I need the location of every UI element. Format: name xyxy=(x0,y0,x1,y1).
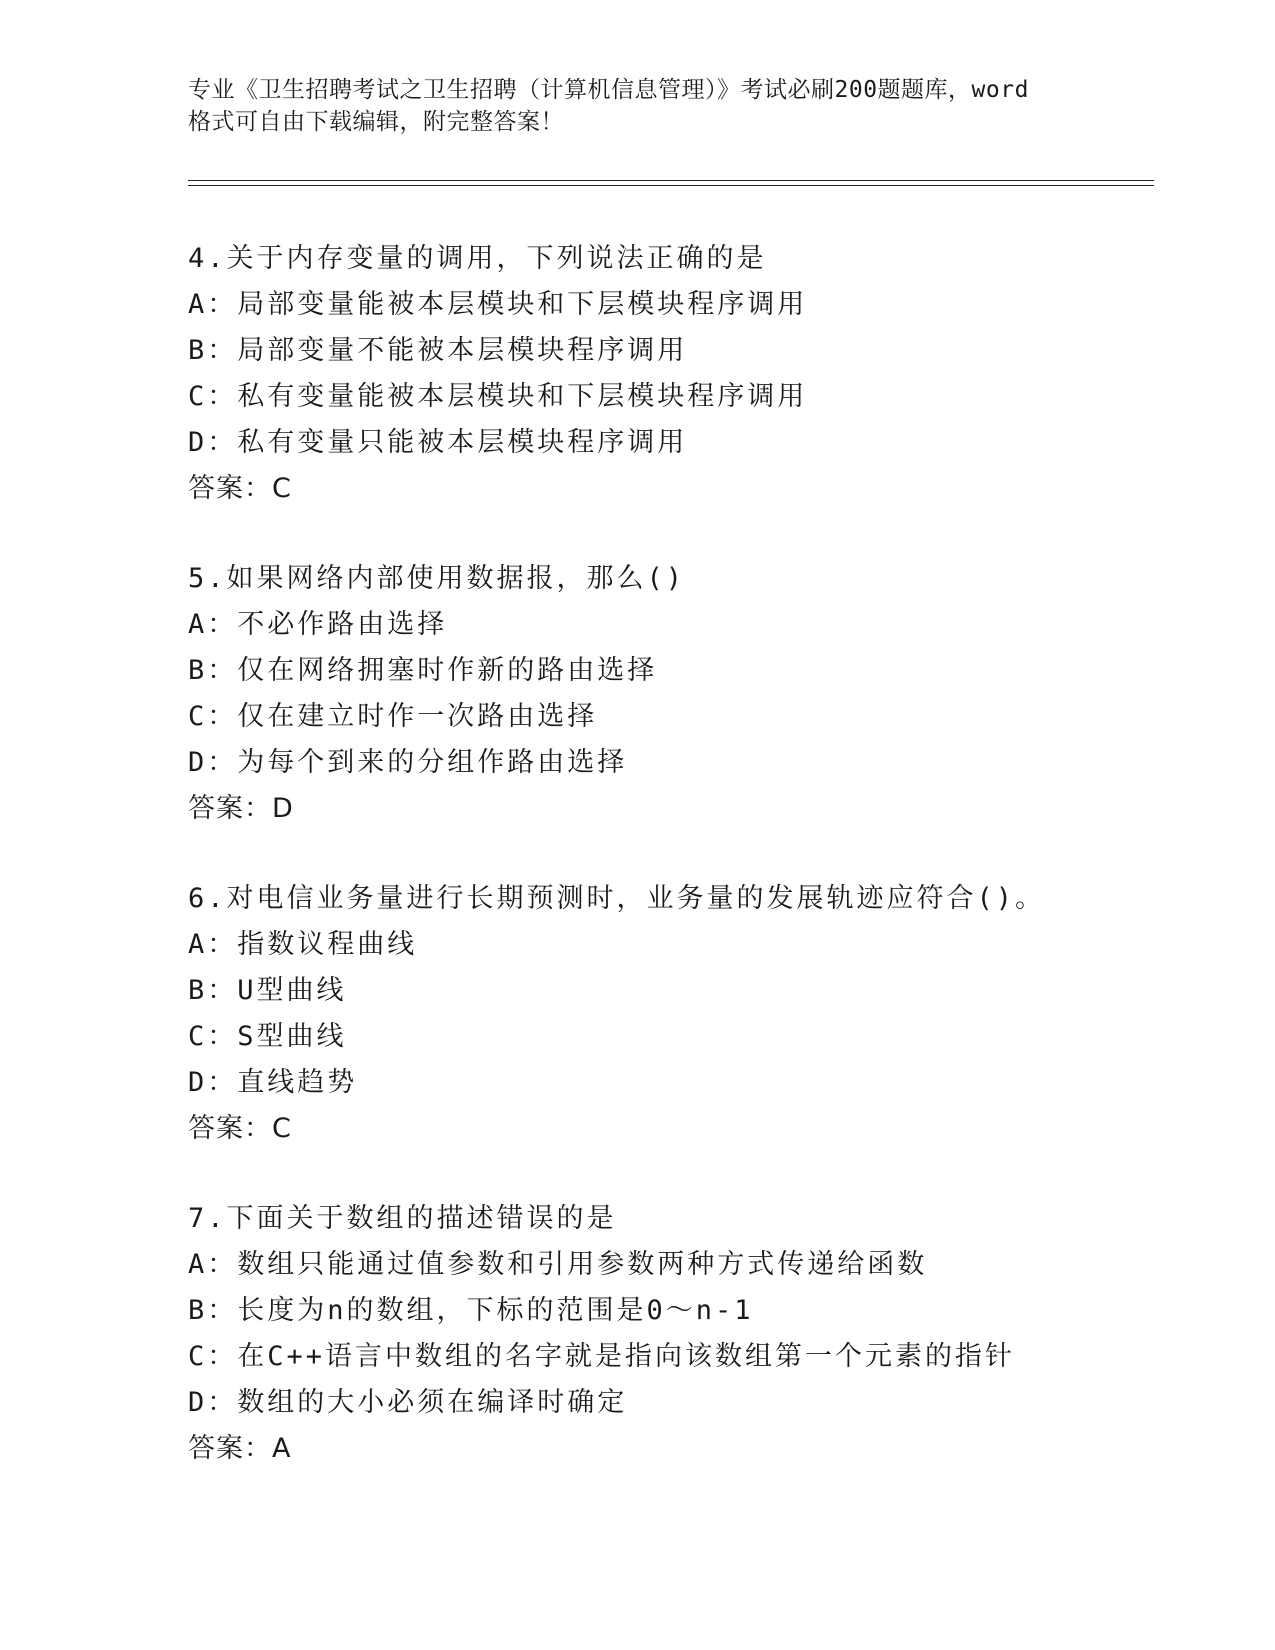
question-stem: 5.如果网络内部使用数据报，那么() xyxy=(188,563,686,594)
question-7 xyxy=(188,1196,1168,1516)
answer-label: 答案：C xyxy=(188,473,292,504)
answer-label: 答案：D xyxy=(188,793,294,824)
question-5 xyxy=(188,556,1168,876)
option-b: B：仅在网络拥塞时作新的路由选择 xyxy=(188,655,658,686)
option-b: B：长度为n的数组，下标的范围是0～n-1 xyxy=(188,1295,754,1326)
option-c: C：私有变量能被本层模块和下层模块程序调用 xyxy=(188,381,808,412)
option-b: B：局部变量不能被本层模块程序调用 xyxy=(188,335,688,366)
option-c: C：S型曲线 xyxy=(188,1021,347,1052)
header-divider-top xyxy=(188,180,1154,181)
question-list xyxy=(188,236,1168,1516)
answer-label: 答案：C xyxy=(188,1113,292,1144)
question-stem: 7.下面关于数组的描述错误的是 xyxy=(188,1203,617,1234)
option-d: D：私有变量只能被本层模块程序调用 xyxy=(188,427,688,458)
header-line-2: 格式可自由下载编辑，附完整答案！ xyxy=(188,109,564,135)
option-a: A：局部变量能被本层模块和下层模块程序调用 xyxy=(188,289,808,320)
option-c: C：仅在建立时作一次路由选择 xyxy=(188,701,598,732)
document-header xyxy=(188,74,1088,138)
option-d: D：直线趋势 xyxy=(188,1067,358,1098)
option-c: C：在C++语言中数组的名字就是指向该数组第一个元素的指针 xyxy=(188,1341,1016,1372)
header-divider-bottom xyxy=(188,185,1154,186)
option-d: D：数组的大小必须在编译时确定 xyxy=(188,1387,628,1418)
option-b: B：U型曲线 xyxy=(188,975,347,1006)
option-a: A：指数议程曲线 xyxy=(188,929,418,960)
option-d: D：为每个到来的分组作路由选择 xyxy=(188,747,628,778)
question-4 xyxy=(188,236,1168,556)
question-stem: 6.对电信业务量进行长期预测时，业务量的发展轨迹应符合()。 xyxy=(188,883,1046,914)
question-6 xyxy=(188,876,1168,1196)
header-line-1: 专业《卫生招聘考试之卫生招聘（计算机信息管理）》考试必刷200题题库，word xyxy=(188,77,1029,103)
option-a: A：数组只能通过值参数和引用参数两种方式传递给函数 xyxy=(188,1249,928,1280)
answer-label: 答案：A xyxy=(188,1433,292,1464)
question-stem: 4.关于内存变量的调用，下列说法正确的是 xyxy=(188,243,767,274)
option-a: A：不必作路由选择 xyxy=(188,609,448,640)
